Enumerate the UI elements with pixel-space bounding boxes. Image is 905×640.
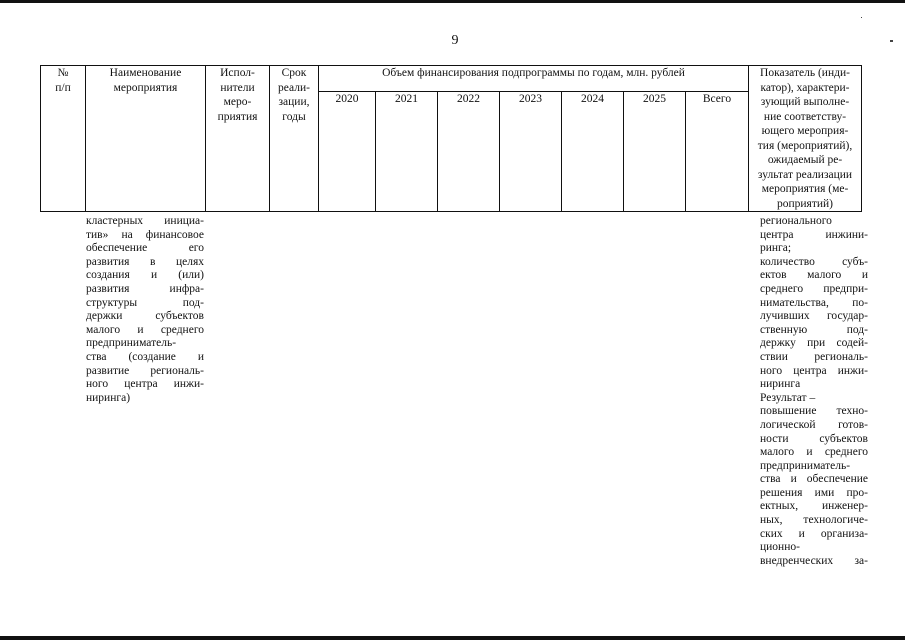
header-total: Всего [686, 92, 749, 212]
measure-name-text: кластерных инициа- тив» на финансовое обеспечение его развития в целях создания и (или) развития инфра- структуры под- держки субъектов малого и среднего предприниматель- ства (создание и развитие региональ- ного центра инжи- ниринга) [86, 215, 204, 404]
indicator-text: регионального центра инжини- ринга; количество субъ- ектов малого и среднего предпри- нимательства, по- лучивших государ- ственную под- держку при содей- ствии региональ- ного центра инжи- ниринга Результат – повышение техно- логической готов- ности субъектов малого и среднего предприниматель- ства и обеспечение решения ими про- ектных, инженер- ных, технологиче- ских и организа- ционно- внедренческих за- [760, 215, 868, 567]
scan-speck [890, 40, 893, 42]
top-border [0, 0, 905, 3]
header-year-2023: 2023 [500, 92, 562, 212]
header-year-2025: 2025 [624, 92, 686, 212]
header-number-cell: № п/п [41, 66, 86, 212]
header-year-2020: 2020 [319, 92, 376, 212]
bottom-border [0, 636, 905, 640]
table-header [40, 65, 862, 212]
header-terms-cell: Срок реали- зации, годы [270, 66, 319, 212]
header-year-2024: 2024 [562, 92, 624, 212]
header-funding-title: Объем финансирования подпрограммы по годам, млн. рублей [319, 66, 749, 92]
scan-speck [861, 17, 862, 18]
header-name-cell: Наименование мероприятия [86, 66, 206, 212]
header-indicator-cell: Показатель (инди- катор), характери- зующий выполне- ние соответству- ющего мероприя- тия (мероприятий), ожидаемый ре- зультат реализации мероприятия (ме- роприятий) [749, 66, 862, 212]
header-year-2022: 2022 [438, 92, 500, 212]
page-number: 9 [451, 33, 459, 48]
header-year-2021: 2021 [376, 92, 438, 212]
header-executors-cell: Испол- нители меро- приятия [206, 66, 270, 212]
